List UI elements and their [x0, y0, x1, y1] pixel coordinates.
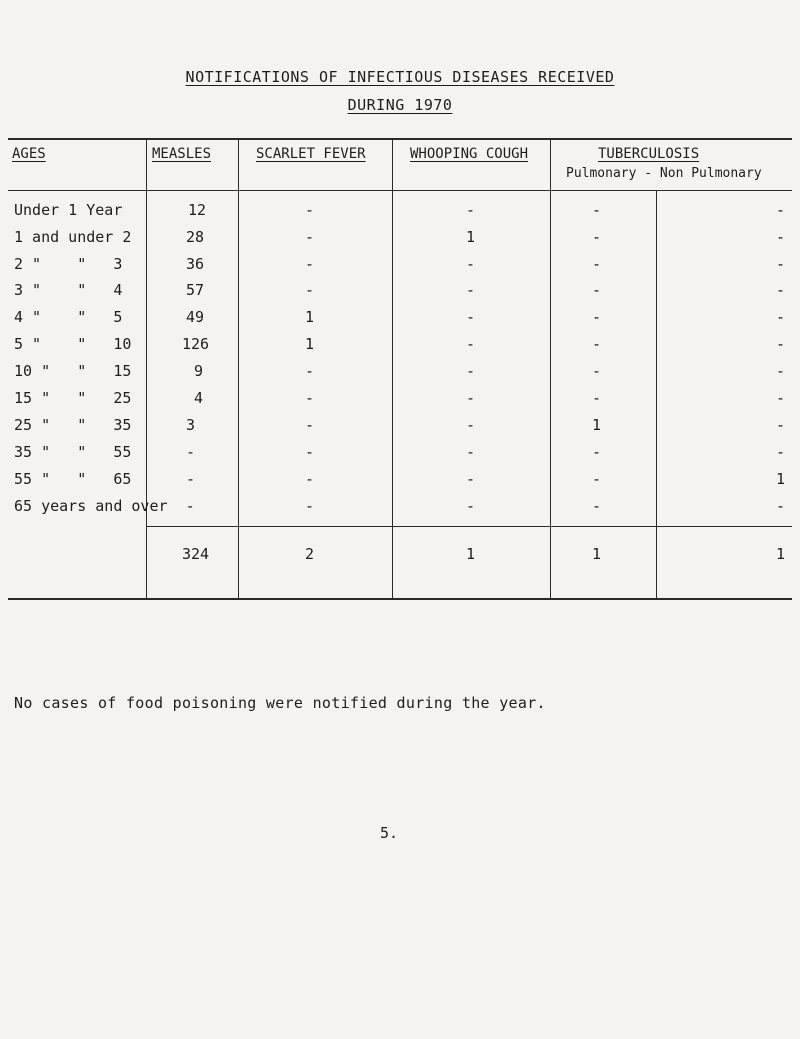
scarlet-fever-cell: - — [305, 443, 315, 461]
page-number: 5. — [380, 824, 399, 842]
tb-non-pulmonary-cell: - — [776, 201, 786, 219]
header-tb-subheading: Pulmonary - Non Pulmonary — [566, 166, 762, 181]
age-label: 4 " " 5 — [14, 308, 123, 326]
tb-non-pulmonary-cell: - — [776, 335, 786, 353]
tb-non-pulmonary-cell: 1 — [776, 470, 786, 488]
header-tuberculosis: TUBERCULOSIS — [598, 146, 700, 162]
age-label: 25 " " 35 — [14, 416, 132, 434]
age-label: 3 " " 4 — [14, 281, 123, 299]
measles-cell: 49 — [186, 308, 205, 326]
tb-non-pulmonary-total: 1 — [776, 545, 786, 563]
tb-pulmonary-cell: - — [592, 470, 602, 488]
age-label: 5 " " 10 — [14, 335, 132, 353]
tb-pulmonary-cell: - — [592, 201, 602, 219]
whooping-cough-cell: - — [466, 308, 476, 326]
scarlet-fever-cell: - — [305, 470, 315, 488]
food-poisoning-note: No cases of food poisoning were notified during the year. — [14, 694, 546, 712]
tb-pulmonary-cell: - — [592, 335, 602, 353]
measles-cell: 9 — [194, 362, 204, 380]
age-label: 55 " " 65 — [14, 470, 132, 488]
tb-pulmonary-cell: - — [592, 308, 602, 326]
whooping-cough-cell: - — [466, 255, 476, 273]
measles-cell: 4 — [194, 389, 204, 407]
measles-cell: 28 — [186, 228, 205, 246]
scarlet-fever-cell: 1 — [305, 335, 315, 353]
measles-total: 324 — [182, 545, 210, 563]
header-measles: MEASLES — [152, 146, 212, 162]
whooping-cough-cell: 1 — [466, 228, 476, 246]
whooping-cough-cell: - — [466, 416, 476, 434]
age-label: 2 " " 3 — [14, 255, 123, 273]
measles-cell: - — [186, 443, 196, 461]
scarlet-fever-cell: - — [305, 389, 315, 407]
tb-non-pulmonary-cell: - — [776, 416, 786, 434]
tb-pulmonary-cell: - — [592, 362, 602, 380]
document-subtitle: DURING 1970 — [347, 96, 453, 114]
header-scarlet-fever: SCARLET FEVER — [256, 146, 366, 162]
measles-cell: 3 — [186, 416, 196, 434]
measles-cell: 57 — [186, 281, 205, 299]
measles-cell: 126 — [182, 335, 210, 353]
header-ages: AGES — [12, 146, 46, 162]
tb-non-pulmonary-cell: - — [776, 443, 786, 461]
tb-pulmonary-cell: - — [592, 281, 602, 299]
scarlet-fever-cell: 1 — [305, 308, 315, 326]
tb-pulmonary-cell: - — [592, 255, 602, 273]
whooping-cough-cell: - — [466, 443, 476, 461]
tb-pulmonary-cell: - — [592, 228, 602, 246]
header-whooping-cough: WHOOPING COUGH — [410, 146, 529, 162]
tb-non-pulmonary-cell: - — [776, 389, 786, 407]
scarlet-fever-cell: - — [305, 362, 315, 380]
tb-non-pulmonary-cell: - — [776, 497, 786, 515]
tb-non-pulmonary-cell: - — [776, 362, 786, 380]
scarlet-fever-cell: - — [305, 281, 315, 299]
whooping-cough-total: 1 — [466, 545, 476, 563]
whooping-cough-cell: - — [466, 362, 476, 380]
scarlet-fever-cell: - — [305, 497, 315, 515]
whooping-cough-cell: - — [466, 389, 476, 407]
scarlet-fever-total: 2 — [305, 545, 315, 563]
whooping-cough-cell: - — [466, 470, 476, 488]
tb-pulmonary-cell: 1 — [592, 416, 602, 434]
scarlet-fever-cell: - — [305, 255, 315, 273]
tb-pulmonary-cell: - — [592, 443, 602, 461]
age-label: 1 and under 2 — [14, 228, 132, 246]
tb-pulmonary-cell: - — [592, 497, 602, 515]
scarlet-fever-cell: - — [305, 201, 315, 219]
age-label: 65 years and over - — [14, 497, 195, 515]
scarlet-fever-cell: - — [305, 416, 315, 434]
whooping-cough-cell: - — [466, 497, 476, 515]
tb-pulmonary-cell: - — [592, 389, 602, 407]
tb-non-pulmonary-cell: - — [776, 255, 786, 273]
age-label: 10 " " 15 — [14, 362, 132, 380]
age-label: 15 " " 25 — [14, 389, 132, 407]
whooping-cough-cell: - — [466, 281, 476, 299]
age-label: Under 1 Year — [14, 201, 123, 219]
tb-non-pulmonary-cell: - — [776, 228, 786, 246]
tb-pulmonary-total: 1 — [592, 545, 602, 563]
measles-cell: 12 — [188, 201, 207, 219]
document-title: NOTIFICATIONS OF INFECTIOUS DISEASES RECEIVED — [185, 68, 615, 86]
tb-non-pulmonary-cell: - — [776, 281, 786, 299]
whooping-cough-cell: - — [466, 335, 476, 353]
age-label: 35 " " 55 — [14, 443, 132, 461]
measles-cell: 36 — [186, 255, 205, 273]
measles-cell: - — [186, 470, 196, 488]
tb-non-pulmonary-cell: - — [776, 308, 786, 326]
whooping-cough-cell: - — [466, 201, 476, 219]
scarlet-fever-cell: - — [305, 228, 315, 246]
